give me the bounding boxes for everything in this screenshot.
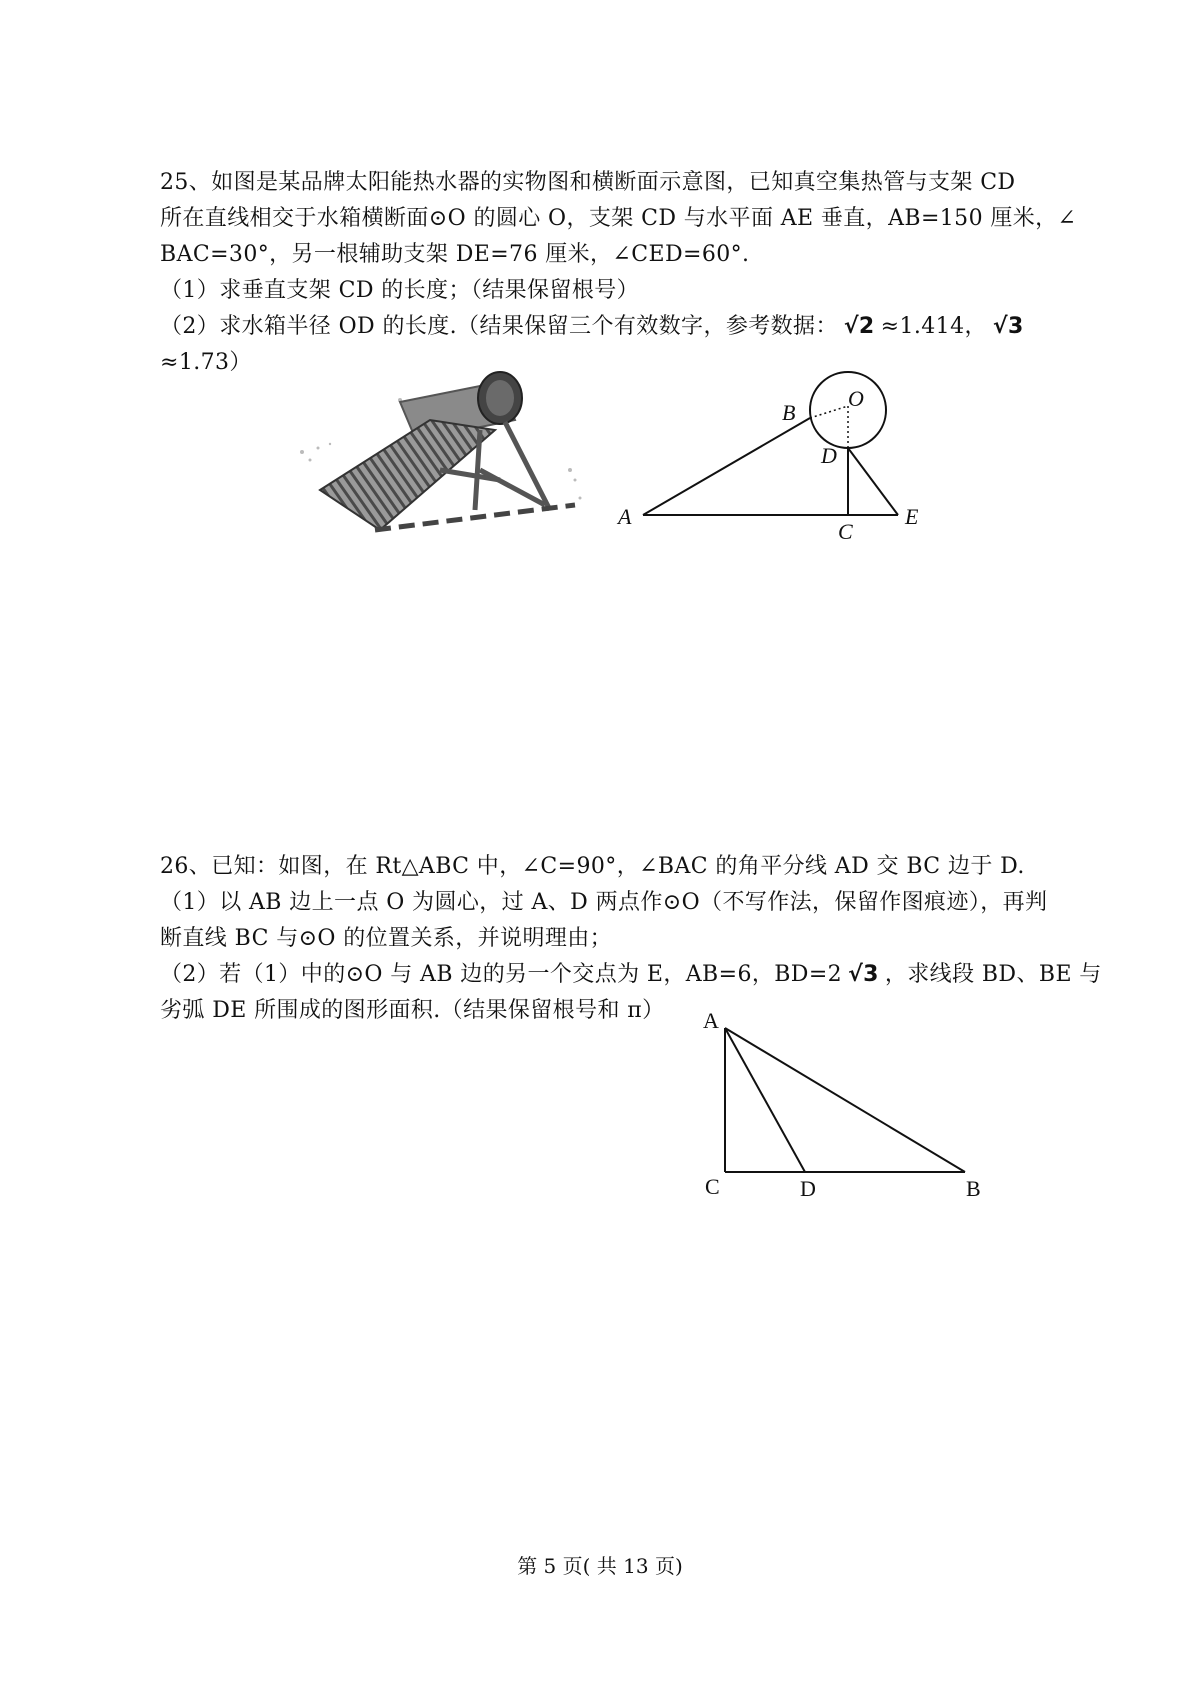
- solar-heater-image: [290, 360, 590, 540]
- label-A: A: [703, 1008, 719, 1033]
- sqrt2-symbol: √2: [843, 314, 875, 339]
- q26-part2-text-cont: ，求线段 BD、BE 与: [884, 962, 1102, 987]
- q25-line-1: 25、如图是某品牌太阳能热水器的实物图和横断面示意图，已知真空集热管与支架 CD: [160, 170, 1016, 195]
- q25-line-4: （1）求垂直支架 CD 的长度；（结果保留根号）: [160, 278, 640, 303]
- line-AB: [725, 1028, 965, 1172]
- label-D: D: [821, 443, 837, 468]
- q26-line-3: 断直线 BC 与⊙O 的位置关系，并说明理由；: [160, 926, 613, 951]
- q26-line-1: 26、已知：如图，在 Rt△ABC 中，∠C=90°，∠BAC 的角平分线 AD 交 BC 边于 D.: [160, 854, 1025, 879]
- q25-line-6: ≈1.73）: [160, 350, 252, 375]
- q25-line-5: [160, 312, 1030, 342]
- q26-line-5: 劣弧 DE 所围成的图形面积.（结果保留根号和 π）: [160, 998, 665, 1023]
- q26-line-2: （1）以 AB 边上一点 O 为圆心，过 A、D 两点作⊙O（不写作法，保留作图痕迹），再判: [160, 890, 1048, 915]
- label-B: B: [966, 1176, 981, 1201]
- q25-line-2: 所在直线相交于水箱横断面⊙O 的圆心 O，支架 CD 与水平面 AE 垂直，AB=150 厘米，∠: [160, 206, 1077, 231]
- line-DE: [848, 448, 898, 515]
- label-C: C: [705, 1174, 720, 1199]
- label-A: A: [618, 504, 632, 529]
- q26-triangle-diagram: [715, 1020, 975, 1190]
- line-AD: [725, 1028, 805, 1172]
- label-D: D: [800, 1176, 816, 1201]
- sqrt3-symbol: √3: [848, 962, 879, 987]
- q25-part2-text: （2）求水箱半径 OD 的长度.（结果保留三个有效数字，参考数据：: [160, 314, 838, 339]
- page-footer: 第 5 页( 共 13 页): [517, 1554, 683, 1578]
- q25-line-3: BAC=30°，另一根辅助支架 DE=76 厘米，∠CED=60°.: [160, 242, 750, 267]
- label-C: C: [838, 519, 853, 544]
- q25-sqrt2-value: ≈1.414，: [880, 314, 987, 339]
- q26-line-4: [160, 960, 1102, 990]
- label-E: E: [905, 504, 919, 529]
- line-BO-dotted: [810, 406, 848, 418]
- line-AB: [643, 418, 810, 515]
- q26-part2-text: （2）若（1）中的⊙O 与 AB 边的另一个交点为 E，AB=6，BD=2: [160, 962, 843, 987]
- label-O: O: [848, 386, 864, 411]
- label-B: B: [782, 400, 796, 425]
- sqrt3-symbol: √3: [992, 314, 1024, 339]
